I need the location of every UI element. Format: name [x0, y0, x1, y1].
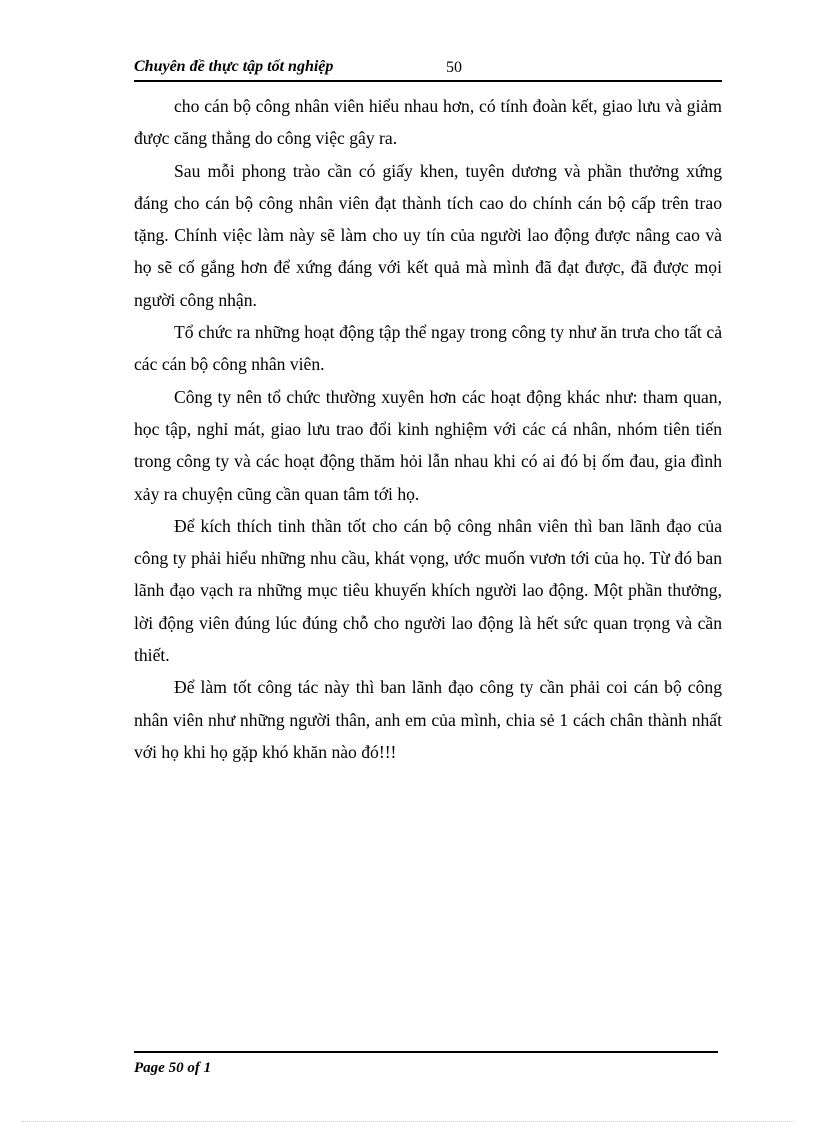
paragraph: Công ty nên tổ chức thường xuyên hơn các hoạt động khác như: tham quan, học tập, nghỉ mát, giao lưu trao đổi kinh nghiệm với các cá nhân, nhóm tiên tiến trong công ty và các hoạt động thăm hỏi lẫn nhau khi có ai đó bị ốm đau, gia đình xảy ra chuyện cũng cần quan tâm tới họ.: [134, 386, 722, 504]
page-bottom-edge: [22, 1121, 794, 1122]
header-page-number: 50: [446, 59, 462, 76]
page-footer: [134, 1051, 718, 1077]
paragraph: Để làm tốt công tác này thì ban lãnh đạo công ty cần phải coi cán bộ công nhân viên như những người thân, anh em của mình, chia sẻ 1 cách chân thành nhất với họ khi họ gặp khó khăn nào đó!!!: [134, 677, 722, 762]
paragraph: Để kích thích tinh thần tốt cho cán bộ công nhân viên thì ban lãnh đạo của công ty phải hiểu những nhu cầu, khát vọng, ước muốn vươn tới của họ. Từ đó ban lãnh đạo vạch ra những mục tiêu khuyến khích người lao động. Một phần thưởng, lời động viên đúng lúc đúng chỗ cho người lao động là hết sức quan trọng và cần thiết.: [134, 515, 722, 666]
footer-page-label: Page 50 of 1: [134, 1060, 212, 1076]
paragraph: Sau mỗi phong trào cần có giấy khen, tuyên dương và phần thưởng xứng đáng cho cán bộ công nhân viên đạt thành tích cao do chính cán bộ cấp trên trao tặng. Chính việc làm này sẽ làm cho uy tín của người lao động được nâng cao và họ sẽ cố gắng hơn để xứng đáng với kết quả mà mình đã đạt được, đã được mọi người công nhận.: [134, 160, 722, 310]
page-header: [134, 56, 722, 82]
paragraph: Tổ chức ra những hoạt động tập thể ngay trong công ty như ăn trưa cho tất cả các cán bộ công nhân viên.: [134, 322, 722, 375]
document-body: [134, 90, 722, 768]
paragraph: cho cán bộ công nhân viên hiểu nhau hơn, có tính đoàn kết, giao lưu và giảm được căng thẳng do công việc gây ra.: [134, 96, 722, 149]
document-title: Chuyên đề thực tập tốt nghiệp: [134, 58, 334, 75]
